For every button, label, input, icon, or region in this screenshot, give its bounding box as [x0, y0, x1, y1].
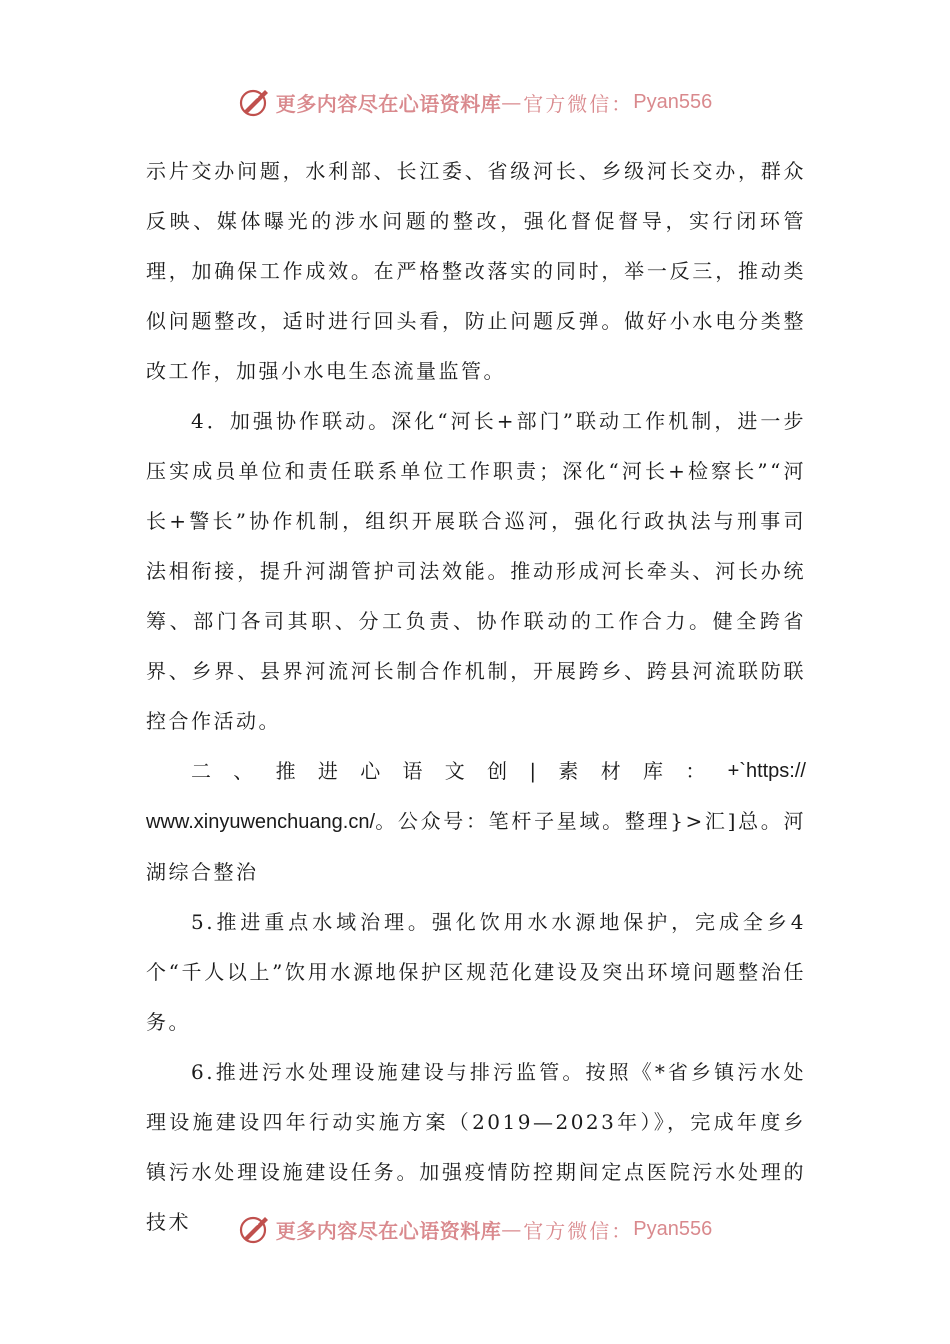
banner-main-text: 更多内容尽在心语资料库	[275, 91, 502, 116]
quill-pen-circle-icon	[238, 1212, 272, 1246]
section-heading-continuation	[146, 796, 806, 897]
banner-wechat-id: Pyan556	[633, 1217, 713, 1240]
document-body	[146, 146, 806, 1247]
banner-main-text: 更多内容尽在心语资料库	[275, 1218, 502, 1243]
heading-char: 文	[444, 759, 465, 783]
heading-char: 二	[191, 759, 211, 783]
heading-rest-text: 。公众号：笔杆子星域。整理}>汇]总。河湖综合整治	[146, 809, 806, 884]
heading-url-start: +`https://	[727, 760, 806, 782]
paragraph-1: 示片交办问题，水利部、长江委、省级河长、乡级河长交办，群众反映、媒体曝光的涉水问题的整改，强化督促督导，实行闭环管理，加确保工作成效。在严格整改落实的同时，举一反三，推动类似问题整改，适时进行回头看，防止问题反弹。做好小水电分类整改工作，加强小水电生态流量监管。	[146, 159, 806, 383]
paragraph-4: 6.推进污水处理设施建设与排污监管。按照《*省乡镇污水处理设施建设四年行动实施方案（2019—2023年）》，完成年度乡镇污水处理设施建设任务。加强疫情防控期间定点医院污水处理的技术	[146, 1060, 806, 1234]
banner-wechat-label: 官方微信：	[523, 91, 634, 116]
banner-dash: —	[501, 90, 524, 114]
section-heading-line	[146, 746, 806, 796]
heading-char: 、	[233, 759, 254, 783]
heading-char: 进	[317, 759, 338, 783]
heading-char: 库	[643, 759, 664, 783]
heading-char: 语	[402, 759, 423, 783]
heading-char: 推	[275, 759, 296, 783]
banner-wechat-label: 官方微信：	[523, 1218, 634, 1243]
header-banner	[0, 80, 950, 124]
banner-dash: —	[501, 1217, 524, 1241]
banner-wechat-id: Pyan556	[633, 90, 713, 113]
paragraph-2: 4．加强协作联动。深化“河长+部门”联动工作机制，进一步压实成员单位和责任联系单位工作职责；深化“河长+检察长”“河长+警长”协作机制，组织开展联合巡河，强化行政执法与刑事司法相衔接，提升河湖管护司法效能。推动形成河长牵头、河长办统筹、部门各司其职、分工负责、协作联动的工作合力。健全跨省界、乡界、县界河流河长制合作机制，开展跨乡、跨县河流联防联控合作活动。	[146, 409, 806, 733]
paragraph-3: 5.推进重点水域治理。强化饮用水水源地保护，完成全乡4个“千人以上”饮用水源地保护区规范化建设及突出环境问题整治任务。	[146, 910, 806, 1034]
heading-char: |	[529, 759, 537, 783]
heading-char: ：	[685, 759, 706, 783]
heading-char: 材	[600, 759, 621, 783]
heading-char: 素	[558, 759, 579, 783]
heading-url: www.xinyuwenchuang.cn/	[146, 811, 376, 833]
heading-char: 心	[360, 759, 381, 783]
quill-pen-circle-icon	[238, 85, 272, 119]
footer-banner	[0, 1207, 950, 1251]
heading-char: 创	[487, 759, 508, 783]
